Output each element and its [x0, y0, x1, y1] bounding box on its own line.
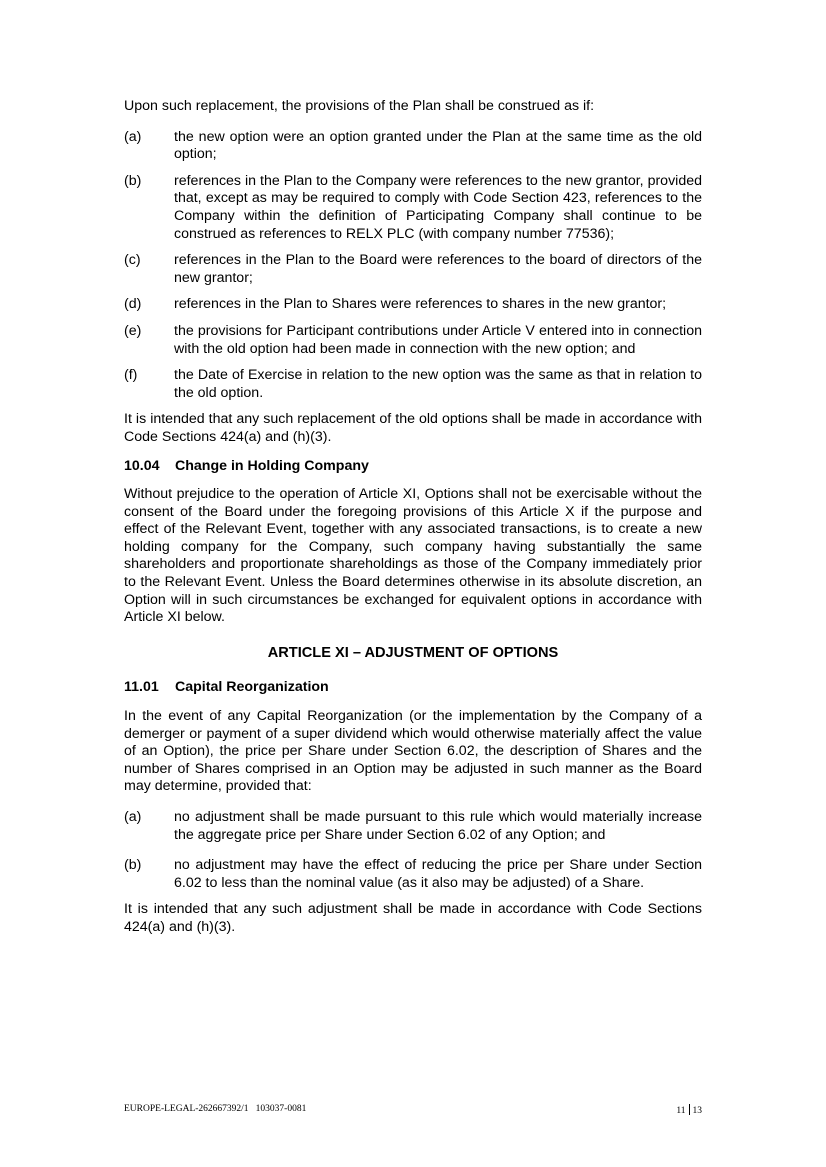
document-reference: EUROPE-LEGAL-262667392/1 103037-0081: [124, 1104, 307, 1114]
list-item-text: the Date of Exercise in relation to the new option was the same as that in relation to the old option.: [174, 367, 702, 401]
section-title: Change in Holding Company: [175, 457, 369, 474]
list-item-text: references in the Plan to the Company were references to the new grantor, provided that, except as may be required to comply with Code Section 423, references to the Company within the definition of Participating Company shall continue to be construed as references to RELX PLC (with company number 77536);: [174, 172, 702, 242]
list-item: [124, 129, 702, 164]
list-item-label: (e): [124, 322, 142, 339]
holding-company-paragraph: Without prejudice to the operation of Article XI, Options shall not be exercisable without the consent of the Board under the foregoing provisions of this Article X if the purpose and effect of the Relevant Event, together with any associated transactions, is to create a new holding company for the Company, such company having substantially the same shareholders and proportionate shareholdings as those of the Company immediately prior to the Relevant Event. Unless the Board determines otherwise in its absolute discretion, an Option will in such circumstances be exchanged for equivalent options in accordance with Article XI below.: [124, 486, 702, 626]
current-page: 11: [676, 1106, 686, 1116]
article-heading: ARTICLE XI – ADJUSTMENT OF OPTIONS: [267, 644, 559, 661]
list-item: [124, 367, 702, 402]
list-item-text: the new option were an option granted under the Plan at the same time as the old option;: [174, 128, 702, 163]
list-item: [124, 323, 702, 358]
list-item-label: (b): [124, 172, 142, 189]
total-pages: 13: [692, 1106, 702, 1116]
list-item-text: the provisions for Participant contributions under Article V entered into in connection with the old option had been made in connection with the new option; and: [174, 322, 702, 357]
replacement-list: [124, 129, 702, 403]
intro-paragraph: Upon such replacement, the provisions of the Plan shall be construed as if:: [124, 98, 595, 114]
list-item: [124, 809, 702, 844]
list-item-text: no adjustment shall be made pursuant to this rule which would materially increase the aggregate price per Share under Section 6.02 of any Option; and: [174, 809, 702, 843]
page-separator: [689, 1104, 690, 1115]
intended-paragraph-2: It is intended that any such adjustment shall be made in accordance with Code Sections 424(a) and (h)(3).: [124, 901, 702, 935]
intended-paragraph-1: It is intended that any such replacement of the old options shall be made in accordance with Code Sections 424(a) and (h)(3).: [124, 411, 702, 445]
list-item-label: (b): [124, 857, 142, 874]
list-item-text: no adjustment may have the effect of reducing the price per Share under Section 6.02 to less than the nominal value (as it also may be adjusted) of a Share.: [174, 857, 702, 891]
list-item-label: (c): [124, 252, 141, 269]
list-item: [124, 173, 702, 243]
list-item-text: references in the Plan to the Board were references to the board of directors of the new grantor;: [174, 252, 702, 286]
page-number: [676, 1104, 702, 1116]
list-item: [124, 296, 702, 314]
section-heading-11-01: [124, 679, 702, 697]
document-body: [124, 98, 702, 946]
section-number: 11.01: [124, 679, 159, 696]
list-item-label: (d): [124, 296, 142, 313]
list-item: [124, 857, 702, 892]
list-item-label: (a): [124, 809, 142, 825]
section-heading-10-04: [124, 458, 702, 476]
capital-reorganization-paragraph: In the event of any Capital Reorganization (or the implementation by the Company of a demerger or payment of a super dividend which would otherwise materially affect the value of an Option), the price per Share under Section 6.02, the description of Shares and the number of Shares comprised in an Option may be adjusted in such manner as the Board may determine, provided that:: [124, 708, 702, 795]
section-title: Capital Reorganization: [175, 679, 329, 696]
list-item: [124, 252, 702, 287]
list-item-label: (f): [124, 367, 138, 384]
list-item-label: (a): [124, 128, 142, 145]
section-number: 10.04: [124, 457, 160, 474]
adjustment-list: [124, 809, 702, 892]
list-item-text: references in the Plan to Shares were references to shares in the new grantor;: [174, 296, 667, 313]
